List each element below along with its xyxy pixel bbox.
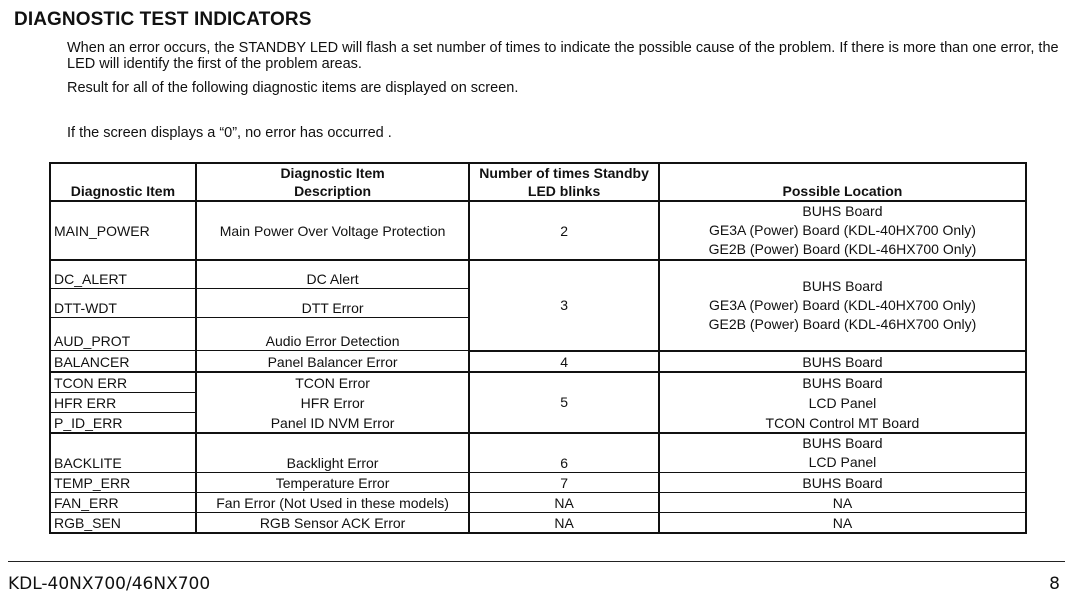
- location-cell: BUHS Board: [659, 472, 1026, 492]
- table-row: [50, 512, 1026, 533]
- item-cell: BALANCER: [50, 351, 196, 372]
- location-cell: BUHS Board LCD Panel: [659, 433, 1026, 473]
- item-cell: AUD_PROT: [50, 318, 196, 351]
- desc-cell: Panel ID NVM Error: [196, 412, 469, 433]
- zero-note: If the screen displays a “0”, no error has occurred .: [67, 125, 392, 141]
- table-header-row: [50, 163, 1026, 201]
- table-row: [50, 472, 1026, 492]
- header-blinks: Number of times Standby LED blinks: [469, 163, 659, 201]
- header-item: Diagnostic Item: [50, 163, 196, 201]
- blinks-cell: 6: [469, 433, 659, 473]
- location-cell: TCON Control MT Board: [659, 412, 1026, 433]
- table-row: [50, 351, 1026, 372]
- desc-cell: TCON Error: [196, 372, 469, 393]
- location-cell: BUHS Board GE3A (Power) Board (KDL-40HX700 Only) GE2B (Power) Board (KDL-46HX700 Only): [659, 260, 1026, 351]
- item-cell: DTT-WDT: [50, 289, 196, 318]
- desc-cell: Audio Error Detection: [196, 318, 469, 351]
- blinks-cell: 4: [469, 351, 659, 372]
- desc-cell: RGB Sensor ACK Error: [196, 512, 469, 533]
- item-cell: MAIN_POWER: [50, 201, 196, 260]
- table-row: [50, 492, 1026, 512]
- desc-cell: DTT Error: [196, 289, 469, 318]
- location-cell: BUHS Board GE3A (Power) Board (KDL-40HX700 Only) GE2B (Power) Board (KDL-46HX700 Only): [659, 201, 1026, 260]
- blinks-cell: NA: [469, 492, 659, 512]
- result-note: Result for all of the following diagnostic items are displayed on screen.: [67, 80, 519, 96]
- item-cell: TCON ERR: [50, 372, 196, 393]
- location-cell: NA: [659, 512, 1026, 533]
- desc-cell: Backlight Error: [196, 433, 469, 473]
- intro-paragraph: When an error occurs, the STANDBY LED will flash a set number of times to indicate the possible cause of the problem. If there is more than one error, the LED will identify the first of the problem areas.: [67, 40, 1059, 72]
- desc-cell: Temperature Error: [196, 472, 469, 492]
- location-cell: BUHS Board: [659, 351, 1026, 372]
- footer-divider: [8, 561, 1065, 562]
- desc-cell: DC Alert: [196, 260, 469, 289]
- header-description: Diagnostic Item Description: [196, 163, 469, 201]
- location-cell: NA: [659, 492, 1026, 512]
- item-cell: P_ID_ERR: [50, 412, 196, 433]
- blinks-cell: NA: [469, 512, 659, 533]
- item-cell: TEMP_ERR: [50, 472, 196, 492]
- blinks-cell: 7: [469, 472, 659, 492]
- location-cell: LCD Panel: [659, 392, 1026, 412]
- item-cell: RGB_SEN: [50, 512, 196, 533]
- item-cell: BACKLITE: [50, 433, 196, 473]
- table-row: [50, 260, 1026, 289]
- diagnostic-table: [49, 162, 1027, 534]
- table-row: [50, 433, 1026, 473]
- desc-cell: HFR Error: [196, 392, 469, 412]
- footer-model: KDL-40NX700/46NX700: [8, 574, 211, 594]
- page-title: DIAGNOSTIC TEST INDICATORS: [14, 9, 312, 30]
- desc-cell: Main Power Over Voltage Protection: [196, 201, 469, 260]
- page-number: 8: [1049, 574, 1060, 594]
- table-row: [50, 372, 1026, 393]
- item-cell: DC_ALERT: [50, 260, 196, 289]
- desc-cell: Fan Error (Not Used in these models): [196, 492, 469, 512]
- blinks-cell: 3: [469, 260, 659, 351]
- item-cell: HFR ERR: [50, 392, 196, 412]
- blinks-cell: 5: [469, 372, 659, 433]
- table-row: [50, 201, 1026, 260]
- item-cell: FAN_ERR: [50, 492, 196, 512]
- header-location: Possible Location: [659, 163, 1026, 201]
- blinks-cell: 2: [469, 201, 659, 260]
- desc-cell: Panel Balancer Error: [196, 351, 469, 372]
- location-cell: BUHS Board: [659, 372, 1026, 393]
